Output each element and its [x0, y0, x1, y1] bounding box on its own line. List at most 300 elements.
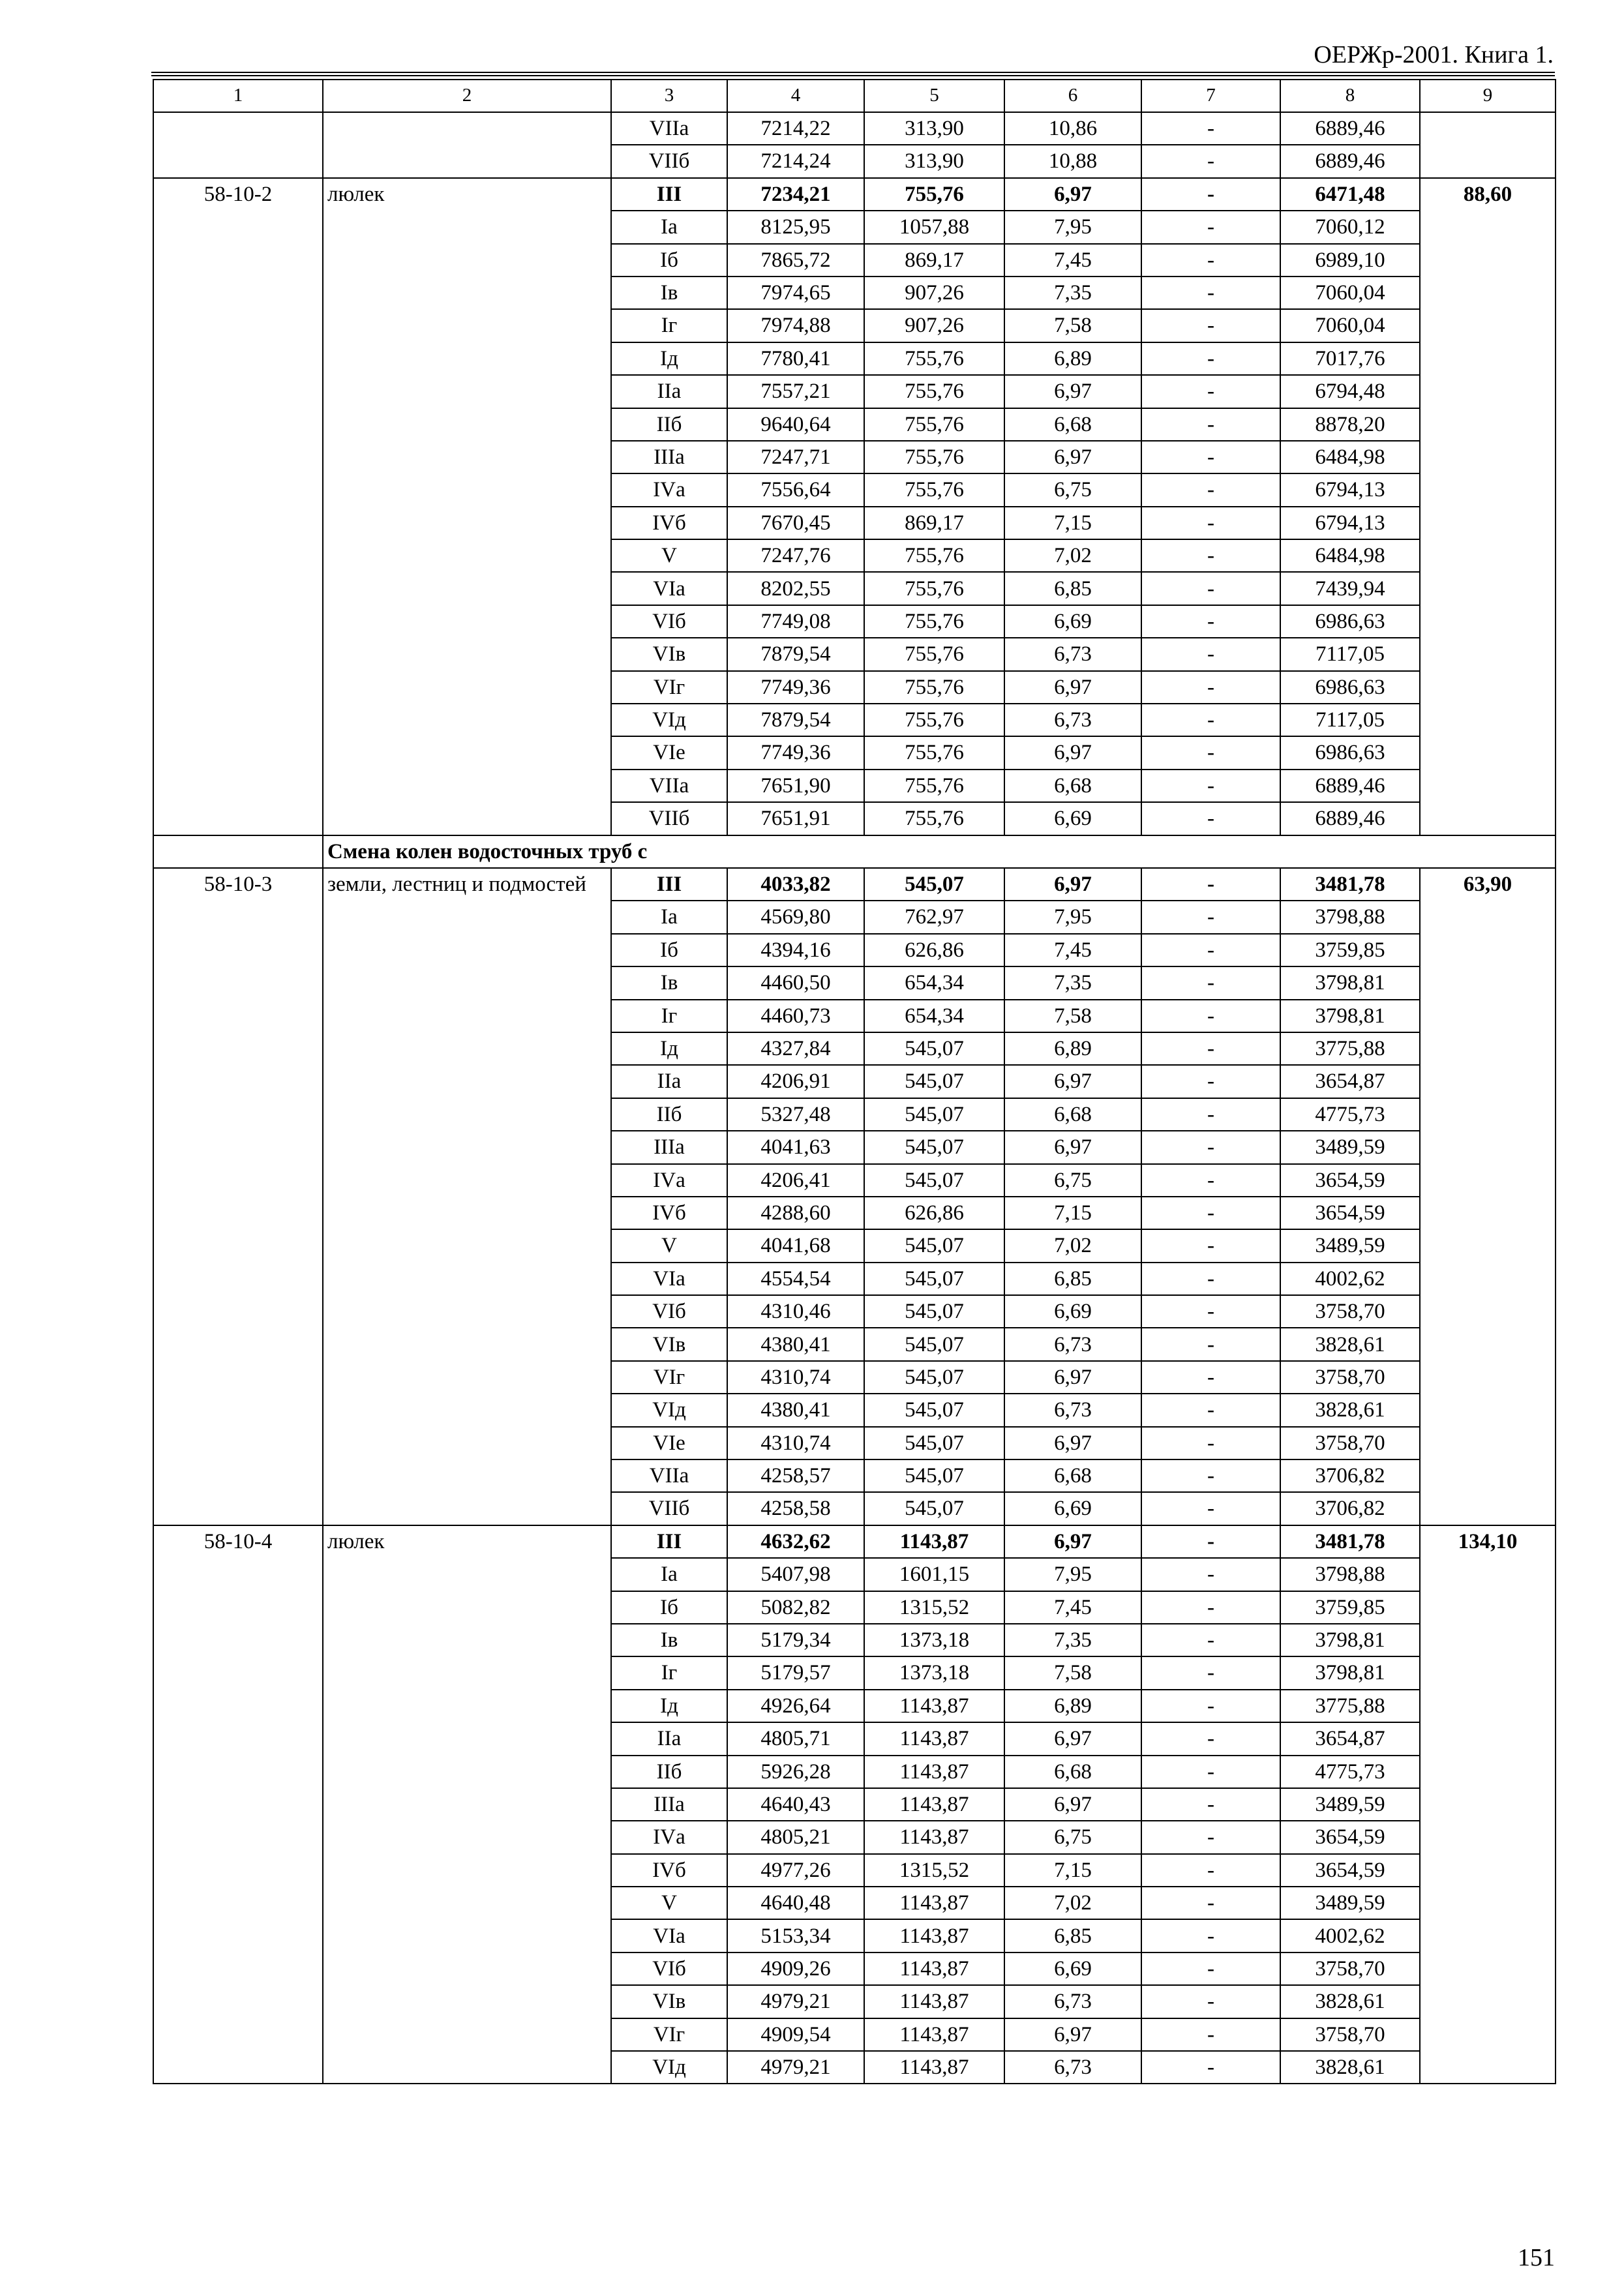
- value-col6-cell: 6,73: [1004, 1328, 1141, 1360]
- value-col4-cell: 7974,65: [727, 277, 864, 309]
- value-col6-cell: 6,68: [1004, 1756, 1141, 1788]
- category-cell: IVа: [611, 1821, 727, 1853]
- value-col8-cell: 3758,70: [1280, 1952, 1420, 1985]
- value-col7-cell: -: [1141, 1525, 1280, 1558]
- value-col7-cell: -: [1141, 1887, 1280, 1919]
- category-cell: IIб: [611, 1756, 727, 1788]
- value-col7-cell: -: [1141, 1394, 1280, 1426]
- category-cell: IIIа: [611, 1788, 727, 1821]
- value-col7-cell: -: [1141, 1098, 1280, 1131]
- value-col5-cell: 1143,87: [864, 1952, 1004, 1985]
- value-col5-cell: 545,07: [864, 1164, 1004, 1197]
- value-col4-cell: 7879,54: [727, 704, 864, 736]
- value-col6-cell: 6,75: [1004, 1821, 1141, 1853]
- value-col8-cell: 6794,48: [1280, 375, 1420, 408]
- value-col4-cell: 4632,62: [727, 1525, 864, 1558]
- value-col4-cell: 5926,28: [727, 1756, 864, 1788]
- value-col8-cell: 4775,73: [1280, 1098, 1420, 1131]
- value-col4-cell: 5179,34: [727, 1624, 864, 1656]
- value-col8-cell: 3481,78: [1280, 1525, 1420, 1558]
- value-col6-cell: 7,58: [1004, 1000, 1141, 1032]
- value-col5-cell: 313,90: [864, 112, 1004, 145]
- value-col6-cell: 6,75: [1004, 1164, 1141, 1197]
- value-col6-cell: 6,69: [1004, 1492, 1141, 1525]
- category-cell: Iб: [611, 1591, 727, 1624]
- value-col5-cell: 313,90: [864, 145, 1004, 177]
- category-cell: VIг: [611, 2018, 727, 2051]
- value-col5-cell: 626,86: [864, 934, 1004, 966]
- value-col4-cell: 4288,60: [727, 1197, 864, 1229]
- value-col6-cell: 6,73: [1004, 638, 1141, 670]
- value-col6-cell: 7,02: [1004, 539, 1141, 572]
- value-col8-cell: 3759,85: [1280, 1591, 1420, 1624]
- value-col5-cell: 1143,87: [864, 1788, 1004, 1821]
- category-cell: VIб: [611, 1295, 727, 1328]
- value-col7-cell: -: [1141, 1854, 1280, 1887]
- value-col6-cell: 6,73: [1004, 1394, 1141, 1426]
- value-col8-cell: 7060,04: [1280, 309, 1420, 342]
- value-col7-cell: -: [1141, 1756, 1280, 1788]
- value-col5-cell: 907,26: [864, 277, 1004, 309]
- value-col5-cell: 1601,15: [864, 1558, 1004, 1591]
- table-row: [153, 868, 1556, 901]
- value-col4-cell: 4310,74: [727, 1427, 864, 1459]
- value-col5-cell: 755,76: [864, 671, 1004, 704]
- value-col6-cell: 10,86: [1004, 112, 1141, 145]
- value-col5-cell: 755,76: [864, 178, 1004, 211]
- page-header-title: ОЕРЖр-2001. Книга 1.: [1314, 41, 1554, 68]
- value-col5-cell: 1315,52: [864, 1854, 1004, 1887]
- value-col5-cell: 907,26: [864, 309, 1004, 342]
- category-cell: VIд: [611, 1394, 727, 1426]
- value-col4-cell: 7214,24: [727, 145, 864, 177]
- value-col6-cell: 7,95: [1004, 1558, 1141, 1591]
- value-col8-cell: 3654,87: [1280, 1065, 1420, 1098]
- value-col8-cell: 7017,76: [1280, 342, 1420, 375]
- value-col6-cell: 6,97: [1004, 1131, 1141, 1163]
- column-number: 3: [611, 80, 727, 112]
- column-number: 4: [727, 80, 864, 112]
- value-col5-cell: 1143,87: [864, 2018, 1004, 2051]
- value-col8-cell: 3798,88: [1280, 1558, 1420, 1591]
- category-cell: VIб: [611, 605, 727, 638]
- value-col5-cell: 545,07: [864, 1492, 1004, 1525]
- value-col8-cell: 6989,10: [1280, 244, 1420, 277]
- value-col6-cell: 6,69: [1004, 1295, 1141, 1328]
- value-col7-cell: -: [1141, 671, 1280, 704]
- value-col5-cell: 762,97: [864, 901, 1004, 933]
- value-col8-cell: 3758,70: [1280, 1361, 1420, 1394]
- value-col4-cell: 4310,46: [727, 1295, 864, 1328]
- value-col4-cell: 7974,88: [727, 309, 864, 342]
- column-number: 7: [1141, 80, 1280, 112]
- name-cell: люлек: [323, 178, 611, 835]
- value-col7-cell: -: [1141, 1952, 1280, 1985]
- value-col6-cell: 6,89: [1004, 1690, 1141, 1722]
- value-col5-cell: 755,76: [864, 408, 1004, 441]
- category-cell: Iв: [611, 966, 727, 999]
- value-col8-cell: 3798,81: [1280, 1624, 1420, 1656]
- category-cell: VIIб: [611, 145, 727, 177]
- value-col6-cell: 6,97: [1004, 736, 1141, 769]
- value-col6-cell: 7,45: [1004, 1591, 1141, 1624]
- value-col7-cell: -: [1141, 1131, 1280, 1163]
- value-col7-cell: -: [1141, 375, 1280, 408]
- value-col8-cell: 3828,61: [1280, 1394, 1420, 1426]
- code-cell-empty: [153, 112, 323, 178]
- value-col4-cell: 4310,74: [727, 1361, 864, 1394]
- value-col5-cell: 755,76: [864, 473, 1004, 506]
- section-title-row: [153, 835, 1556, 868]
- value-col7-cell: -: [1141, 1492, 1280, 1525]
- value-col7-cell: -: [1141, 1558, 1280, 1591]
- value-col4-cell: 5082,82: [727, 1591, 864, 1624]
- value-col6-cell: 7,58: [1004, 309, 1141, 342]
- value-col7-cell: -: [1141, 1000, 1280, 1032]
- value-col6-cell: 6,97: [1004, 1788, 1141, 1821]
- value-col7-cell: -: [1141, 2018, 1280, 2051]
- value-col6-cell: 6,97: [1004, 2018, 1141, 2051]
- category-cell: IVб: [611, 1854, 727, 1887]
- value-col4-cell: 7670,45: [727, 507, 864, 539]
- category-cell: IIа: [611, 375, 727, 408]
- value-col8-cell: 6986,63: [1280, 605, 1420, 638]
- code-cell: 58-10-3: [153, 868, 323, 1525]
- value-col6-cell: 6,97: [1004, 178, 1141, 211]
- value-col4-cell: 4380,41: [727, 1328, 864, 1360]
- column-number-row: [153, 80, 1556, 112]
- value-col8-cell: 3775,88: [1280, 1690, 1420, 1722]
- value-col5-cell: 545,07: [864, 1263, 1004, 1295]
- value-col5-cell: 1143,87: [864, 2051, 1004, 2084]
- value-col4-cell: 7557,21: [727, 375, 864, 408]
- category-cell: VIIб: [611, 1492, 727, 1525]
- value-col7-cell: -: [1141, 277, 1280, 309]
- value-col8-cell: 3798,81: [1280, 1000, 1420, 1032]
- category-cell: IIа: [611, 1065, 727, 1098]
- value-col4-cell: 4805,71: [727, 1722, 864, 1755]
- value-col8-cell: 7439,94: [1280, 572, 1420, 605]
- value-col6-cell: 10,88: [1004, 145, 1141, 177]
- category-cell: V: [611, 1229, 727, 1262]
- value-col6-cell: 6,68: [1004, 1098, 1141, 1131]
- value-col6-cell: 6,73: [1004, 2051, 1141, 2084]
- value-col5-cell: 755,76: [864, 572, 1004, 605]
- value-col5-cell: 755,76: [864, 605, 1004, 638]
- value-col6-cell: 6,85: [1004, 572, 1141, 605]
- value-col8-cell: 3654,59: [1280, 1854, 1420, 1887]
- name-cell: земли, лестниц и подмостей: [323, 868, 611, 1525]
- category-cell: Iв: [611, 277, 727, 309]
- value-col5-cell: 545,07: [864, 1098, 1004, 1131]
- value-col8-cell: 4002,62: [1280, 1919, 1420, 1952]
- value-col4-cell: 5153,34: [727, 1919, 864, 1952]
- value-col4-cell: 4569,80: [727, 901, 864, 933]
- value-col5-cell: 1143,87: [864, 1919, 1004, 1952]
- value-col7-cell: -: [1141, 1591, 1280, 1624]
- value-col4-cell: 4258,57: [727, 1459, 864, 1492]
- category-cell: Iг: [611, 309, 727, 342]
- value-col5-cell: 1373,18: [864, 1624, 1004, 1656]
- value-col8-cell: 3481,78: [1280, 868, 1420, 901]
- value-col8-cell: 7117,05: [1280, 638, 1420, 670]
- value-col7-cell: -: [1141, 178, 1280, 211]
- value-col8-cell: 4002,62: [1280, 1263, 1420, 1295]
- value-col7-cell: -: [1141, 1985, 1280, 2018]
- value-col6-cell: 7,35: [1004, 277, 1141, 309]
- value-col6-cell: 6,97: [1004, 671, 1141, 704]
- code-cell: 58-10-2: [153, 178, 323, 835]
- total-cell-empty: [1420, 112, 1556, 178]
- rates-table: [153, 79, 1556, 2084]
- value-col8-cell: 7060,12: [1280, 211, 1420, 243]
- value-col4-cell: 4926,64: [727, 1690, 864, 1722]
- value-col8-cell: 4775,73: [1280, 1756, 1420, 1788]
- value-col4-cell: 7247,76: [727, 539, 864, 572]
- value-col7-cell: -: [1141, 112, 1280, 145]
- value-col8-cell: 3798,88: [1280, 901, 1420, 933]
- category-cell: IIа: [611, 1722, 727, 1755]
- category-cell: Iв: [611, 1624, 727, 1656]
- value-col7-cell: -: [1141, 1459, 1280, 1492]
- category-cell: VIб: [611, 1952, 727, 1985]
- category-cell: IVа: [611, 473, 727, 506]
- value-col6-cell: 6,97: [1004, 868, 1141, 901]
- category-cell: VIа: [611, 572, 727, 605]
- value-col7-cell: -: [1141, 342, 1280, 375]
- value-col4-cell: 4327,84: [727, 1032, 864, 1065]
- value-col6-cell: 6,73: [1004, 1985, 1141, 2018]
- value-col4-cell: 4640,48: [727, 1887, 864, 1919]
- value-col7-cell: -: [1141, 802, 1280, 835]
- value-col6-cell: 6,89: [1004, 342, 1141, 375]
- value-col7-cell: -: [1141, 244, 1280, 277]
- value-col6-cell: 7,45: [1004, 934, 1141, 966]
- value-col4-cell: 4041,68: [727, 1229, 864, 1262]
- value-col5-cell: 755,76: [864, 539, 1004, 572]
- name-cell-empty: [323, 112, 611, 178]
- value-col6-cell: 7,35: [1004, 1624, 1141, 1656]
- page-number: 151: [1518, 2244, 1555, 2271]
- category-cell: VIв: [611, 638, 727, 670]
- value-col7-cell: -: [1141, 1328, 1280, 1360]
- category-cell: Iа: [611, 211, 727, 243]
- value-col8-cell: 6484,98: [1280, 441, 1420, 473]
- value-col7-cell: -: [1141, 1690, 1280, 1722]
- value-col8-cell: 3798,81: [1280, 966, 1420, 999]
- value-col4-cell: 7780,41: [727, 342, 864, 375]
- value-col4-cell: 7214,22: [727, 112, 864, 145]
- value-col5-cell: 1143,87: [864, 1690, 1004, 1722]
- value-col6-cell: 6,97: [1004, 441, 1141, 473]
- value-col7-cell: -: [1141, 704, 1280, 736]
- value-col5-cell: 1057,88: [864, 211, 1004, 243]
- category-cell: Iд: [611, 1690, 727, 1722]
- category-cell: VIв: [611, 1985, 727, 2018]
- value-col7-cell: -: [1141, 539, 1280, 572]
- column-number: 8: [1280, 80, 1420, 112]
- value-col6-cell: 7,02: [1004, 1229, 1141, 1262]
- category-cell: V: [611, 1887, 727, 1919]
- value-col4-cell: 8202,55: [727, 572, 864, 605]
- value-col8-cell: 3828,61: [1280, 2051, 1420, 2084]
- category-cell: VIIа: [611, 1459, 727, 1492]
- value-col8-cell: 6986,63: [1280, 671, 1420, 704]
- value-col4-cell: 4206,91: [727, 1065, 864, 1098]
- value-col7-cell: -: [1141, 1065, 1280, 1098]
- category-cell: IIб: [611, 1098, 727, 1131]
- category-cell: Iг: [611, 1000, 727, 1032]
- value-col5-cell: 1143,87: [864, 1821, 1004, 1853]
- value-col4-cell: 7651,90: [727, 770, 864, 802]
- value-col8-cell: 3489,59: [1280, 1131, 1420, 1163]
- value-col4-cell: 7556,64: [727, 473, 864, 506]
- category-cell: VIIа: [611, 770, 727, 802]
- value-col7-cell: -: [1141, 1821, 1280, 1853]
- value-col8-cell: 3706,82: [1280, 1492, 1420, 1525]
- value-col7-cell: -: [1141, 2051, 1280, 2084]
- value-col7-cell: -: [1141, 770, 1280, 802]
- value-col5-cell: 1143,87: [864, 1887, 1004, 1919]
- value-col4-cell: 8125,95: [727, 211, 864, 243]
- section-title-empty: [153, 835, 323, 868]
- category-cell: IVб: [611, 507, 727, 539]
- value-col4-cell: 7749,36: [727, 736, 864, 769]
- category-cell: Iг: [611, 1656, 727, 1689]
- column-number: 5: [864, 80, 1004, 112]
- category-cell: VIд: [611, 2051, 727, 2084]
- category-cell: V: [611, 539, 727, 572]
- category-cell: VIIа: [611, 112, 727, 145]
- value-col8-cell: 7060,04: [1280, 277, 1420, 309]
- value-col8-cell: 7117,05: [1280, 704, 1420, 736]
- value-col6-cell: 6,97: [1004, 1361, 1141, 1394]
- category-cell: Iа: [611, 1558, 727, 1591]
- value-col6-cell: 6,68: [1004, 770, 1141, 802]
- value-col4-cell: 9640,64: [727, 408, 864, 441]
- total-cell: 63,90: [1420, 868, 1556, 1525]
- value-col4-cell: 4909,26: [727, 1952, 864, 1985]
- value-col6-cell: 7,15: [1004, 507, 1141, 539]
- column-number: 1: [153, 80, 323, 112]
- value-col5-cell: 545,07: [864, 1459, 1004, 1492]
- value-col8-cell: 3654,59: [1280, 1197, 1420, 1229]
- name-cell: люлек: [323, 1525, 611, 2084]
- category-cell: VIе: [611, 736, 727, 769]
- value-col7-cell: -: [1141, 1263, 1280, 1295]
- value-col4-cell: 5407,98: [727, 1558, 864, 1591]
- value-col7-cell: -: [1141, 145, 1280, 177]
- value-col4-cell: 4206,41: [727, 1164, 864, 1197]
- category-cell: VIе: [611, 1427, 727, 1459]
- value-col5-cell: 869,17: [864, 244, 1004, 277]
- value-col5-cell: 545,07: [864, 1394, 1004, 1426]
- value-col8-cell: 3489,59: [1280, 1788, 1420, 1821]
- value-col7-cell: -: [1141, 966, 1280, 999]
- value-col8-cell: 6889,46: [1280, 770, 1420, 802]
- value-col4-cell: 4380,41: [727, 1394, 864, 1426]
- value-col5-cell: 545,07: [864, 1427, 1004, 1459]
- value-col8-cell: 6794,13: [1280, 473, 1420, 506]
- value-col5-cell: 869,17: [864, 507, 1004, 539]
- value-col5-cell: 755,76: [864, 802, 1004, 835]
- value-col4-cell: 4909,54: [727, 2018, 864, 2051]
- value-col8-cell: 6471,48: [1280, 178, 1420, 211]
- value-col6-cell: 6,69: [1004, 605, 1141, 638]
- value-col6-cell: 7,15: [1004, 1197, 1141, 1229]
- value-col5-cell: 1143,87: [864, 1985, 1004, 2018]
- value-col8-cell: 3654,59: [1280, 1164, 1420, 1197]
- value-col8-cell: 3759,85: [1280, 934, 1420, 966]
- value-col6-cell: 6,68: [1004, 1459, 1141, 1492]
- value-col6-cell: 6,85: [1004, 1919, 1141, 1952]
- value-col4-cell: 4979,21: [727, 2051, 864, 2084]
- value-col7-cell: -: [1141, 934, 1280, 966]
- category-cell: VIг: [611, 1361, 727, 1394]
- value-col5-cell: 626,86: [864, 1197, 1004, 1229]
- value-col8-cell: 3775,88: [1280, 1032, 1420, 1065]
- category-cell: Iа: [611, 901, 727, 933]
- value-col6-cell: 7,02: [1004, 1887, 1141, 1919]
- value-col5-cell: 755,76: [864, 375, 1004, 408]
- value-col5-cell: 545,07: [864, 1295, 1004, 1328]
- value-col5-cell: 755,76: [864, 342, 1004, 375]
- value-col4-cell: 4805,21: [727, 1821, 864, 1853]
- total-cell: 134,10: [1420, 1525, 1556, 2084]
- value-col7-cell: -: [1141, 736, 1280, 769]
- value-col5-cell: 755,76: [864, 736, 1004, 769]
- value-col6-cell: 6,97: [1004, 1525, 1141, 1558]
- category-cell: VIд: [611, 704, 727, 736]
- value-col8-cell: 6889,46: [1280, 112, 1420, 145]
- value-col7-cell: -: [1141, 605, 1280, 638]
- value-col6-cell: 6,97: [1004, 375, 1141, 408]
- value-col5-cell: 755,76: [864, 704, 1004, 736]
- value-col7-cell: -: [1141, 211, 1280, 243]
- category-cell: Iб: [611, 244, 727, 277]
- value-col7-cell: -: [1141, 1032, 1280, 1065]
- value-col8-cell: 6889,46: [1280, 802, 1420, 835]
- value-col7-cell: -: [1141, 1164, 1280, 1197]
- category-cell: Iд: [611, 1032, 727, 1065]
- value-col5-cell: 545,07: [864, 1328, 1004, 1360]
- category-cell: VIа: [611, 1263, 727, 1295]
- column-number: 9: [1420, 80, 1556, 112]
- value-col8-cell: 3798,81: [1280, 1656, 1420, 1689]
- category-cell: VIа: [611, 1919, 727, 1952]
- category-cell: IVа: [611, 1164, 727, 1197]
- value-col6-cell: 6,97: [1004, 1065, 1141, 1098]
- value-col4-cell: 7234,21: [727, 178, 864, 211]
- value-col8-cell: 3828,61: [1280, 1985, 1420, 2018]
- value-col6-cell: 6,97: [1004, 1722, 1141, 1755]
- value-col5-cell: 654,34: [864, 1000, 1004, 1032]
- value-col5-cell: 545,07: [864, 1131, 1004, 1163]
- value-col5-cell: 1143,87: [864, 1722, 1004, 1755]
- code-cell: 58-10-4: [153, 1525, 323, 2084]
- value-col5-cell: 755,76: [864, 770, 1004, 802]
- value-col5-cell: 755,76: [864, 441, 1004, 473]
- value-col4-cell: 4460,73: [727, 1000, 864, 1032]
- value-col8-cell: 6794,13: [1280, 507, 1420, 539]
- value-col8-cell: 3489,59: [1280, 1229, 1420, 1262]
- value-col6-cell: 7,58: [1004, 1656, 1141, 1689]
- value-col6-cell: 6,85: [1004, 1263, 1141, 1295]
- value-col4-cell: 7865,72: [727, 244, 864, 277]
- value-col6-cell: 6,89: [1004, 1032, 1141, 1065]
- category-cell: III: [611, 178, 727, 211]
- total-cell: 88,60: [1420, 178, 1556, 835]
